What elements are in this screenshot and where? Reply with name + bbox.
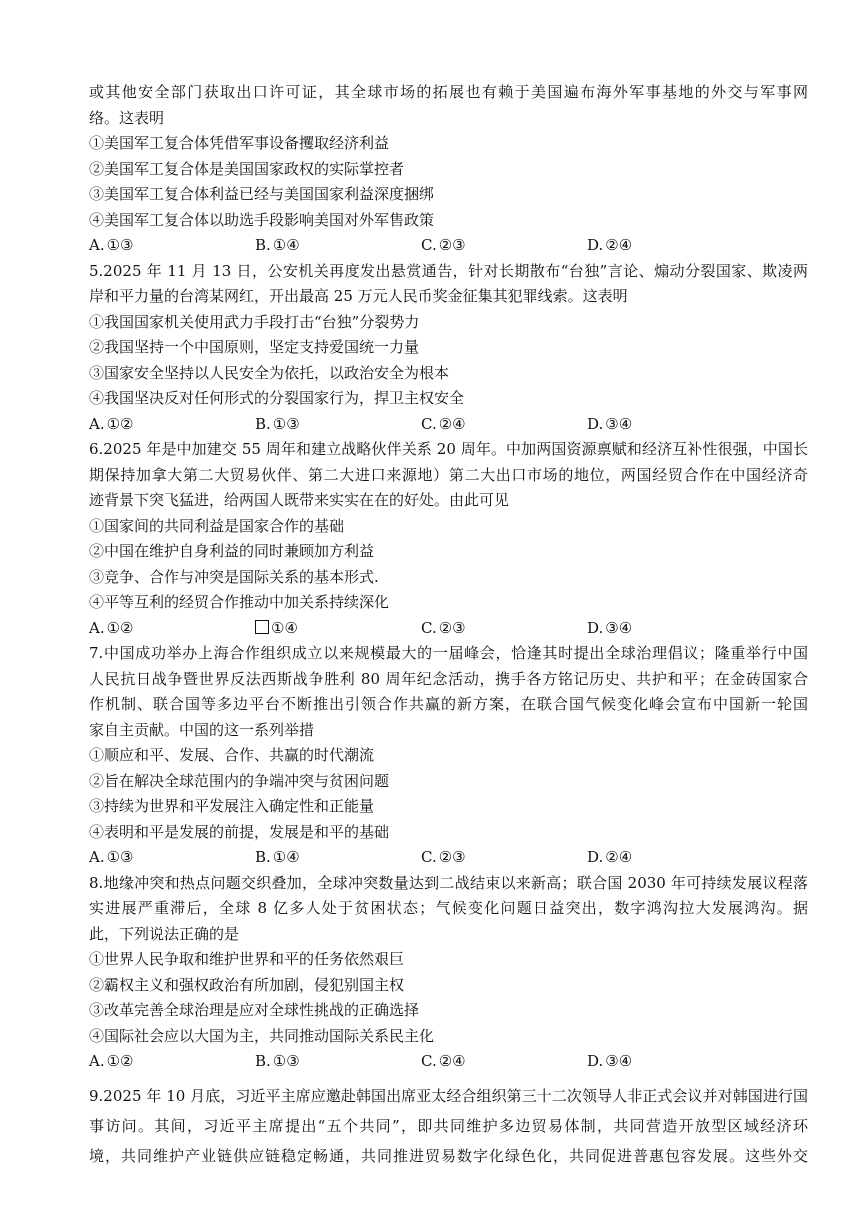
- option-4: ④国际社会应以大国为主，共同推动国际关系民主化: [89, 1026, 435, 1045]
- question-9: [89, 1081, 808, 1171]
- choice-a[interactable]: A. ①②: [89, 414, 134, 433]
- option-1: ①世界人民争取和维护世界和平的任务依然艰巨: [89, 950, 405, 968]
- option-3: ③竞争、合作与冲突是国际关系的基本形式.: [89, 567, 379, 586]
- question-stem-line: 家自主贡献。中国的这一系列举措: [89, 720, 315, 739]
- answer-choices: [89, 412, 808, 438]
- question-stem-line: 境，共同维护产业链供应链稳定畅通，共同推进贸易数字化绿色化，共同促进普惠包容发展。这些外交: [89, 1146, 808, 1165]
- option-3: ③国家安全坚持以人民安全为依托，以政治安全为根本: [89, 363, 450, 382]
- answer-choices: [89, 233, 808, 259]
- answer-choices: [89, 845, 808, 871]
- option-4: ④美国军工复合体以助选手段影响美国对外军售政策: [89, 210, 435, 229]
- question-stem-line: 8.地缘冲突和热点问题交织叠加，全球冲突数量达到二战结束以来新高；联合国 2030 年可持续发展议程落: [89, 873, 808, 892]
- option-2: ②美国军工复合体是美国国家政权的实际掌控者: [89, 159, 405, 178]
- option-4: ④平等互利的经贸合作推动中加关系持续深化: [89, 593, 390, 611]
- question-stem-line: 5.2025 年 11 月 13 日，公安机关再度发出悬赏通告，针对长期散布“台独”言论、煽动分裂国家、欺凌两: [89, 261, 808, 280]
- question-stem-line: 迹背景下突飞猛进，给两国人既带来实实在在的好处。由此可见: [89, 491, 510, 509]
- question-stem-line: 9.2025 年 10 月底，习近平主席应邀赴韩国出席亚太经合组织第三十二次领导人非正式会议并对韩国进行国: [89, 1086, 808, 1105]
- choice-d[interactable]: D. ②④: [587, 236, 633, 254]
- question-stem-line: 6.2025 年是中加建交 55 周年和建立战略伙伴关系 20 周年。中加两国资源禀赋和经济互补性很强，中国长: [89, 440, 808, 458]
- option-1: ①我国国家机关使用武力手段打击“台独”分裂势力: [89, 312, 420, 331]
- choice-b[interactable]: B. ①③: [255, 1052, 300, 1070]
- choice-d[interactable]: D. ③④: [587, 1052, 633, 1070]
- question-stem-line: 此，下列说法正确的是: [89, 924, 240, 943]
- choice-a[interactable]: A. ①②: [89, 618, 134, 637]
- choice-b[interactable]: B. ①④: [255, 236, 300, 254]
- option-4: ④表明和平是发展的前提，发展是和平的基础: [89, 822, 390, 841]
- missing-glyph-box-icon: [255, 620, 269, 634]
- choice-c[interactable]: C. ②④: [421, 1052, 466, 1070]
- choice-d[interactable]: D. ③④: [587, 618, 633, 637]
- choice-c[interactable]: C. ②③: [421, 618, 466, 637]
- option-1: ①国家间的共同利益是国家合作的基础: [89, 516, 345, 535]
- choice-a[interactable]: A. ①③: [89, 236, 134, 254]
- question-6: [89, 437, 808, 641]
- question-4-continuation: [89, 80, 808, 259]
- choice-b[interactable]: ①④: [255, 616, 421, 642]
- question-8: [89, 871, 808, 1075]
- choice-a[interactable]: A. ①③: [89, 848, 134, 866]
- question-stem-line: 期保持加拿大第二大贸易伙伴、第二大进口来源地）第二大出口市场的地位，两国经贸合作在中国经济奇: [89, 465, 808, 484]
- option-4: ④我国坚决反对任何形式的分裂国家行为，捍卫主权安全: [89, 389, 465, 407]
- choice-b[interactable]: B. ①③: [255, 414, 300, 433]
- option-1: ①顺应和平、发展、合作、共赢的时代潮流: [89, 746, 375, 764]
- option-3: ③改革完善全球治理是应对全球性挑战的正确选择: [89, 1001, 420, 1019]
- choice-c[interactable]: C. ②③: [421, 236, 466, 254]
- choice-a[interactable]: A. ①②: [89, 1052, 134, 1070]
- question-stem-line: 事访问。其间，习近平主席提出“五个共同”，即共同维护多边贸易体制，共同营造开放型区域经济环: [89, 1116, 808, 1135]
- option-2: ②我国坚持一个中国原则，坚定支持爱国统一力量: [89, 338, 420, 356]
- question-stem-line: 络。这表明: [89, 108, 165, 127]
- question-7: [89, 641, 808, 871]
- choice-d[interactable]: D. ③④: [587, 414, 633, 433]
- option-2: ②旨在解决全球范围内的争端冲突与贫困问题: [89, 771, 390, 790]
- option-2: ②中国在维护自身利益的同时兼顾加方利益: [89, 542, 375, 560]
- choice-c[interactable]: C. ②③: [421, 848, 466, 866]
- question-stem-line: 实进展严重滞后，全球 8 亿多人处于贫困状态；气候变化问题日益突出，数字鸿沟拉大发展鸿沟。据: [89, 899, 808, 917]
- question-5: [89, 259, 808, 438]
- answer-choices: [89, 1049, 808, 1075]
- answer-choices: [89, 616, 808, 642]
- option-3: ③持续为世界和平发展注入确定性和正能量: [89, 797, 375, 815]
- option-1: ①美国军工复合体凭借军事设备攫取经济利益: [89, 134, 390, 152]
- choice-c[interactable]: C. ②④: [421, 414, 466, 433]
- choice-b[interactable]: B. ①④: [255, 848, 300, 866]
- question-stem-line: 7.中国成功举办上海合作组织成立以来规模最大的一届峰会，恰逢其时提出全球治理倡议；隆重举行中国: [89, 644, 808, 662]
- question-stem-line: 人民抗日战争暨世界反法西斯战争胜利 80 周年纪念活动，携手各方铭记历史、共护和平；在金砖国家合: [89, 669, 808, 688]
- choice-d[interactable]: D. ②④: [587, 848, 633, 866]
- question-stem-line: 作机制、联合国等多边平台不断推出引领合作共赢的新方案，在联合国气候变化峰会宣布中国新一轮国: [89, 695, 808, 713]
- option-2: ②霸权主义和强权政治有所加剧，侵犯别国主权: [89, 975, 405, 994]
- option-3: ③美国军工复合体利益已经与美国国家利益深度捆绑: [89, 185, 435, 203]
- question-stem-line: 或其他安全部门获取出口许可证，其全球市场的拓展也有赖于美国遍布海外军事基地的外交与军事网: [89, 83, 808, 101]
- question-stem-line: 岸和平力量的台湾某网红，开出最高 25 万元人民币奖金征集其犯罪线索。这表明: [89, 287, 628, 305]
